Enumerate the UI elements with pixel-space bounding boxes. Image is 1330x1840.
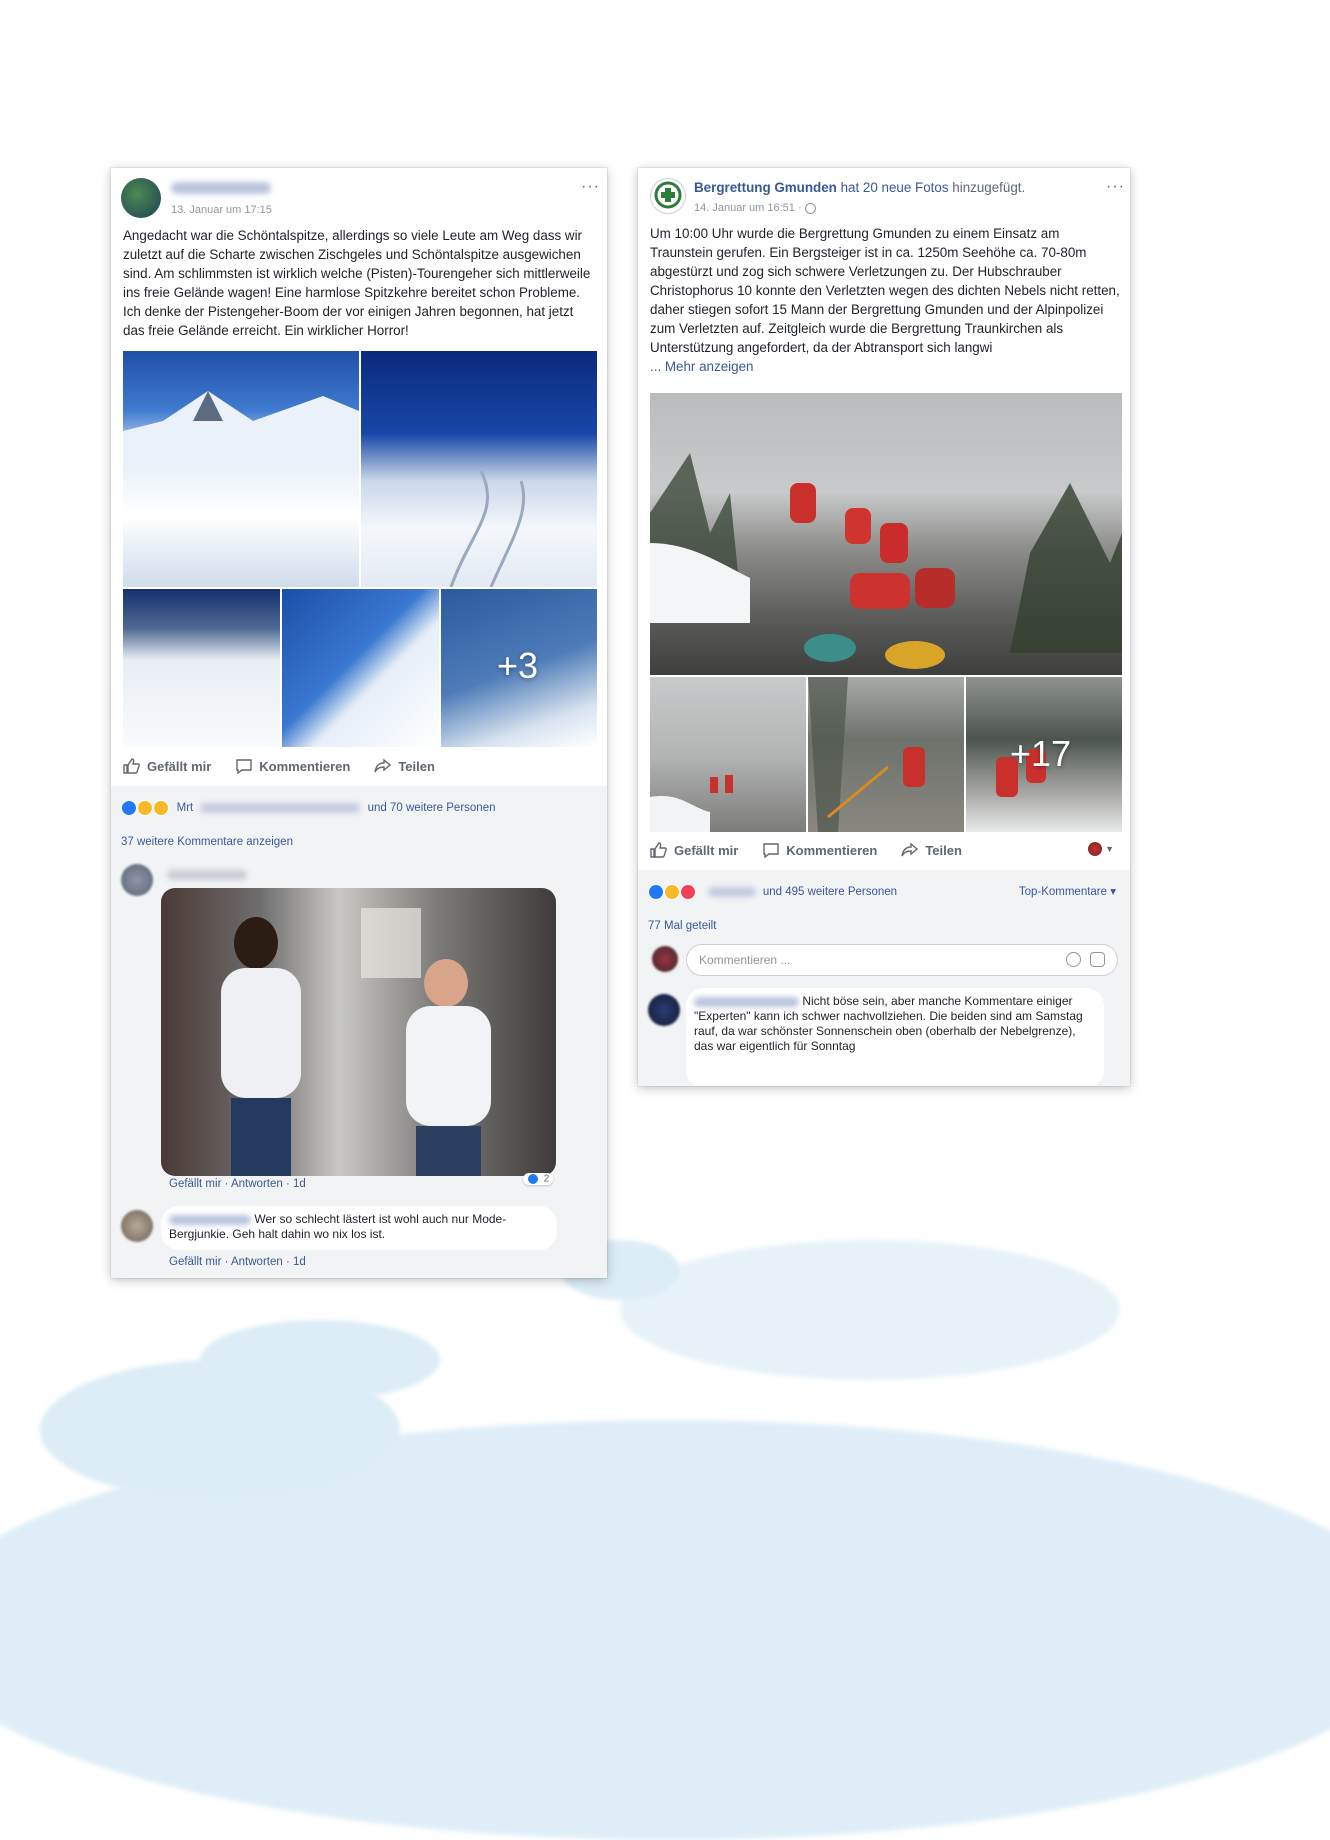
wow-reaction-icon <box>137 800 153 816</box>
rescue-scene-illustration <box>650 393 1122 675</box>
thumbs-up-icon <box>123 758 141 774</box>
ski-track-lines <box>361 351 597 587</box>
like-reaction-icon <box>527 1173 539 1185</box>
post2-text-content: Um 10:00 Uhr wurde die Bergrettung Gmunden zu einem Einsatz am Traunstein gerufen. Ein Bergsteiger ist in ca. 1250m Seehöhe ca. 70-80m abgestürzt und zog sich schwere Verletzungen zu. Der Hubschrauber Christophorus 10 konnte den Verletzten wegen des dichten Nebels nicht retten, daher stiegen sofort 15 Mann der Bergrettung Gmunden und der Alpinpolizei zum Verletzten auf. Zeitgleich wurde die Bergrettung Traunkirchen als Unterstützung angefordert, da der Abtransport sich langwi <box>650 226 1120 355</box>
commenter1-name-blurred[interactable] <box>167 870 247 880</box>
post-timestamp[interactable]: 13. Januar um 17:15 <box>171 204 272 216</box>
like-reaction-icon <box>648 884 664 900</box>
more-options-icon[interactable]: ··· <box>1106 178 1125 195</box>
comment-button[interactable] <box>762 842 877 858</box>
like-label: Gefällt mir <box>147 758 212 774</box>
forest-rescuer-illustration <box>808 677 964 832</box>
share-icon <box>374 758 392 774</box>
page-avatar-icon <box>1088 842 1102 856</box>
page-selector[interactable] <box>1088 842 1114 856</box>
action-suffix: hinzugefügt. <box>952 180 1026 195</box>
reactions-suffix: und 70 weitere Personen <box>367 802 496 815</box>
top-comments-dropdown[interactable]: Top-Kommentare ▾ <box>1018 886 1116 898</box>
post-card-left <box>111 168 607 1278</box>
comment-text: Nicht böse sein, aber manche Kommentare einiger "Experten" kann ich schwer nachvollziehen. Die beiden sind am Samstag rauf, da war schönster Sonnenschein oben (oberhalb der Nebelgrenze), das war eigentlich für Sonntag <box>694 994 1083 1053</box>
bergrettung-logo[interactable] <box>650 178 686 214</box>
more-photos-count: +3 <box>497 645 539 686</box>
share-button[interactable] <box>901 842 962 858</box>
like-button[interactable] <box>123 758 211 774</box>
post-actions <box>650 842 1120 858</box>
post2-timestamp[interactable] <box>694 202 816 214</box>
post-text: Angedacht war die Schöntalspitze, allerdings so viele Leute am Weg dass wir zuletzt auf die Scharte zwischen Zischgeles und Schöntalspitze ausgewichen sind. Am schlimmsten ist wirklich welche (Pisten)-Tourengeher sich mittlerweile ins freie Gelände wagen! Eine harmlose Spitzkehre bereitet schon Probleme. Ich denke der Pistengeher-Boom der vor einigen Jahren begonnen, hat jetzt das freie Gelände erreicht. Ein wirklicher Horror! <box>123 228 591 338</box>
author-name-blurred[interactable] <box>171 182 271 194</box>
comment2-text: Wer so schlecht lästert ist wohl auch nur Mode-Bergjunkie. Geh halt dahin wo nix los ist. <box>169 1212 507 1241</box>
reactor-names-blurred <box>708 887 756 897</box>
comment2-bubble <box>161 1206 557 1250</box>
share-button[interactable] <box>374 758 435 774</box>
shares-count[interactable]: 77 Mal geteilt <box>648 920 717 932</box>
show-more-link[interactable]: ... Mehr anzeigen <box>650 359 754 374</box>
author-avatar[interactable] <box>121 178 161 218</box>
reactions-bar[interactable] <box>648 884 897 900</box>
comments-section <box>111 786 607 1278</box>
comment-gif[interactable] <box>161 888 556 1176</box>
post2-title <box>694 180 1025 195</box>
comment2-meta[interactable]: Gefällt mir · Antworten · 1d <box>169 1256 306 1268</box>
photo-ski-tracks[interactable] <box>361 351 597 587</box>
mountain-shape <box>123 351 359 587</box>
comment-label: Kommentieren <box>786 842 878 858</box>
thumbs-up-icon <box>650 842 668 858</box>
reactions-bar[interactable] <box>121 800 496 816</box>
share-icon <box>901 842 919 858</box>
wow-reaction-icon <box>664 884 680 900</box>
dancing-people-illustration <box>161 888 556 1176</box>
comment-label: Kommentieren <box>259 758 351 774</box>
comment-icon <box>762 842 780 858</box>
fog-group-illustration <box>650 677 806 832</box>
comment-input[interactable] <box>686 944 1118 976</box>
photo-more[interactable] <box>966 677 1122 832</box>
comment-icon <box>235 758 253 774</box>
comment1-reaction-badge <box>523 1173 553 1185</box>
photos-link[interactable]: hat 20 neue Fotos <box>840 180 949 195</box>
more-comments-link[interactable]: 37 weitere Kommentare anzeigen <box>121 836 293 848</box>
photo-fog-group[interactable] <box>650 677 806 832</box>
photo-ridge[interactable] <box>282 589 439 747</box>
share-label: Teilen <box>925 842 962 858</box>
reactions-suffix: und 495 weitere Personen <box>762 886 898 899</box>
comment-placeholder: Kommentieren ... <box>699 953 791 967</box>
emoji-icon[interactable] <box>1066 952 1081 967</box>
love-reaction-icon <box>680 884 696 900</box>
commenter2-avatar[interactable] <box>121 1210 153 1242</box>
commenter-name-blurred[interactable] <box>694 997 799 1007</box>
commenter-avatar[interactable] <box>648 994 680 1026</box>
comment-button[interactable] <box>235 758 350 774</box>
commenter1-avatar[interactable] <box>121 864 153 896</box>
sticker-icon[interactable] <box>1090 952 1105 967</box>
globe-icon <box>805 203 816 214</box>
haha-reaction-icon <box>153 800 169 816</box>
photo-forest-rescuer[interactable] <box>808 677 964 832</box>
comment1-reaction-count: 2 <box>543 1173 550 1185</box>
chevron-down-icon: ▼ <box>1105 844 1114 854</box>
commenter2-name-blurred[interactable] <box>169 1215 251 1225</box>
rescue-cross-icon <box>651 179 685 213</box>
post-card-right <box>638 168 1130 1086</box>
comment1-meta[interactable]: Gefällt mir · Antworten · 1d <box>169 1178 306 1190</box>
post2-timestamp-text: 14. Januar um 16:51 · <box>694 202 802 214</box>
photo-more[interactable] <box>441 589 597 747</box>
page-name-link[interactable]: Bergrettung Gmunden <box>694 180 837 195</box>
more-photos-count: +17 <box>1010 733 1072 774</box>
post2-text <box>650 224 1122 376</box>
comment-bubble <box>686 988 1104 1086</box>
like-reaction-icon <box>121 800 137 816</box>
reactions-prefix: Mrt <box>176 802 194 815</box>
photo-snow-peak[interactable] <box>123 351 359 587</box>
comments-section <box>638 870 1130 1086</box>
current-user-avatar <box>652 946 678 972</box>
share-label: Teilen <box>398 758 435 774</box>
photo-rescue-team[interactable] <box>650 393 1122 675</box>
like-button[interactable] <box>650 842 738 858</box>
post-actions <box>123 758 459 774</box>
reactor-names-blurred <box>200 803 360 813</box>
photo-slope[interactable] <box>123 589 280 747</box>
more-options-icon[interactable]: ··· <box>581 178 600 195</box>
like-label: Gefällt mir <box>674 842 739 858</box>
